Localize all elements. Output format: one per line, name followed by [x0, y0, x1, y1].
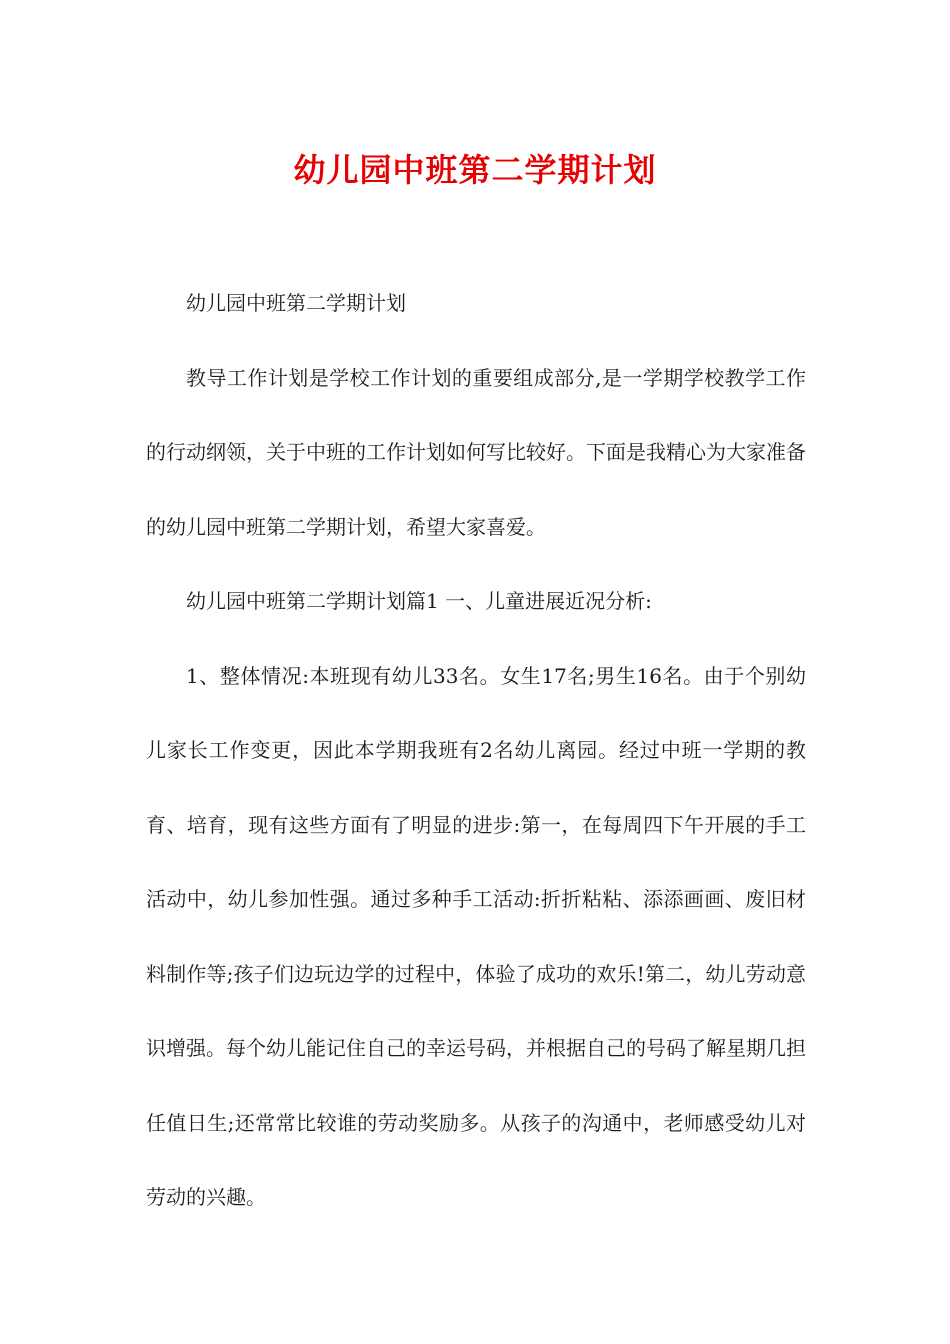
paragraph-heading: 幼儿园中班第二学期计划: [186, 291, 406, 315]
paragraph-intro: 教导工作计划是学校工作计划的重要组成部分,是一学期学校教学工作的行动纲领，关于中班的工作计划如何写比较好。下面是我精心为大家准备的幼儿园中班第二学期计划，希望大家喜爱。: [146, 365, 806, 539]
document-body: [146, 266, 806, 1235]
paragraph-overall-situation: 1、整体情况:本班现有幼儿33名。女生17名;男生16名。由于个别幼儿家长工作变更，因此本学期我班有2名幼儿离园。经过中班一学期的教育、培育，现有这些方面有了明显的进步:第一，在每周四下午开展的手工活动中，幼儿参加性强。通过多种手工活动:折折粘粘、添添画画、废旧材料制作等;孩子们边玩边学的过程中，体验了成功的欢乐!第二，幼儿劳动意识增强。每个幼儿能记住自己的幸运号码，并根据自己的号码了解星期几担任值日生;还常常比较谁的劳动奖励多。从孩子的沟通中，老师感受幼儿对劳动的兴趣。: [146, 663, 806, 1209]
paragraph-section-title: 幼儿园中班第二学期计划篇1 一、儿童进展近况分析:: [186, 589, 652, 613]
document-title: 幼儿园中班第二学期计划: [293, 151, 657, 189]
